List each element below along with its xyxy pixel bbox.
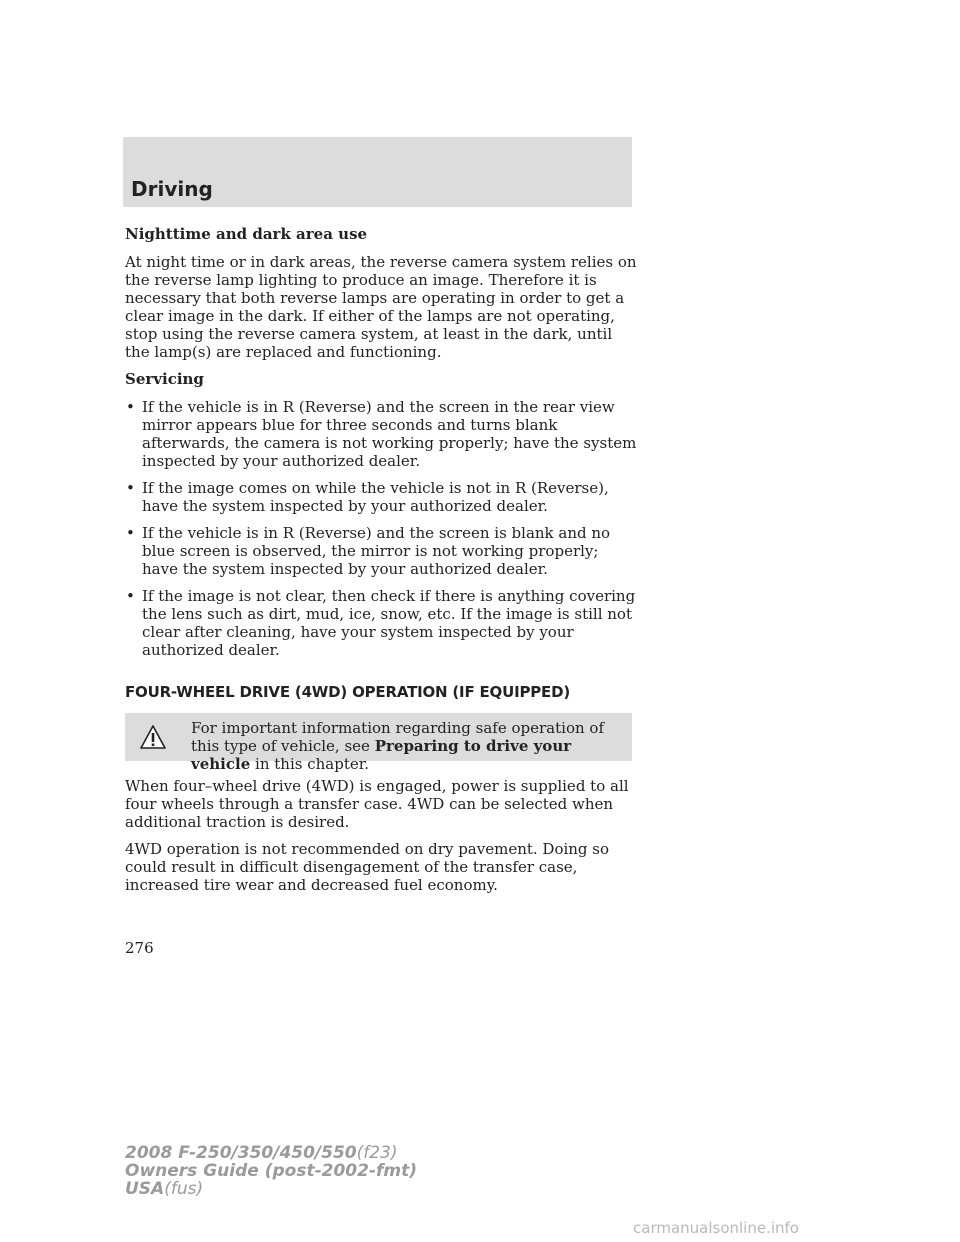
page-number: 276 — [125, 939, 154, 957]
list-item-text: If the image comes on while the vehicle is not in R (Reverse), have the system inspected by your authorized dealer. — [142, 479, 609, 515]
document-footer — [125, 1144, 417, 1198]
4wd-paragraph-2: 4WD operation is not recommended on dry pavement. Doing so could result in difficult disengagement of the transfer case, increased tire wear and decreased fuel economy. — [125, 840, 610, 894]
servicing-list — [125, 398, 637, 659]
watermark: carmanualsonline.info — [633, 1219, 799, 1237]
section-heading-4wd: FOUR-WHEEL DRIVE (4WD) OPERATION (IF EQUIPPED) — [125, 683, 571, 701]
bullet-icon: • — [126, 479, 135, 497]
section-heading-night: Nighttime and dark area use — [125, 225, 368, 243]
footer-market: USA — [125, 1179, 165, 1199]
chapter-title: Driving — [131, 177, 213, 201]
list-item — [125, 398, 637, 470]
footer-model-code: (f23) — [356, 1143, 398, 1163]
footer-model: 2008 F-250/350/450/550 — [125, 1143, 357, 1163]
footer-guide: Owners Guide (post-2002-fmt) — [125, 1161, 418, 1181]
page-content — [125, 225, 637, 903]
footer-market-code: (fus) — [164, 1179, 204, 1199]
list-item — [125, 587, 637, 659]
warning-text — [191, 719, 631, 773]
warning-triangle-icon — [139, 724, 167, 750]
warning-link-text: Preparing to drive your vehicle — [191, 737, 572, 773]
chapter-header — [123, 137, 632, 207]
list-item-text: If the image is not clear, then check if there is anything covering the lens such as dirt, mud, ice, snow, etc. If the image is still not clear after cleaning, have your system inspected by your authorized dealer. — [142, 587, 636, 659]
list-item-text: If the vehicle is in R (Reverse) and the screen in the rear view mirror appears blue for three seconds and turns blank afterwards, the camera is not working properly; have the system inspected by your authorized dealer. — [142, 398, 637, 470]
bullet-icon: • — [126, 587, 135, 605]
night-paragraph: At night time or in dark areas, the reverse camera system relies on the reverse lamp lighting to produce an image. Therefore it is necessary that both reverse lamps are operating in order to get a clear image in the dark. If either of the lamps are not operating, stop using the reverse camera system, at least in the dark, until the lamp(s) are replaced and functioning. — [125, 253, 637, 361]
list-item — [125, 524, 637, 578]
warning-text-after: in this chapter. — [255, 755, 370, 773]
4wd-paragraph-1: When four–wheel drive (4WD) is engaged, power is supplied to all four wheels through a transfer case. 4WD can be selected when additional traction is desired. — [125, 777, 629, 831]
section-heading-servicing: Servicing — [125, 370, 204, 388]
bullet-icon: • — [126, 398, 135, 416]
list-item-text: If the vehicle is in R (Reverse) and the screen is blank and no blue screen is observed, the mirror is not working properly; have the system inspected by your authorized dealer. — [142, 524, 611, 578]
warning-box — [125, 713, 632, 773]
list-item — [125, 479, 637, 515]
bullet-icon: • — [126, 524, 135, 542]
warning-text-before: For important information regarding safe operation of this type of vehicle, see — [191, 719, 604, 755]
